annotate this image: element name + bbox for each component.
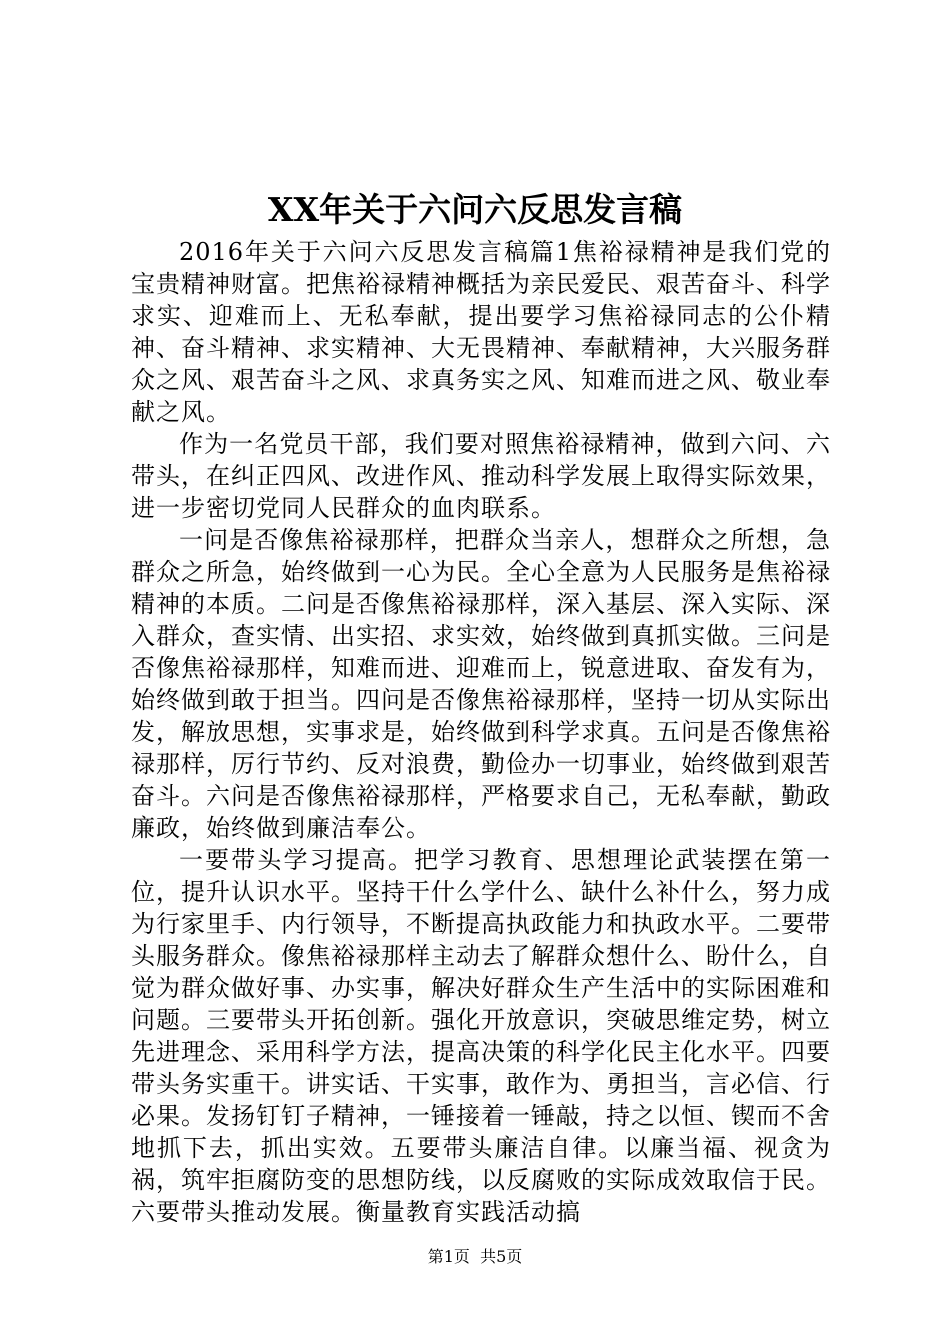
document-body	[131, 236, 831, 1228]
paragraph-3: 一问是否像焦裕禄那样，把群众当亲人，想群众之所想，急群众之所急，始终做到一心为民。全心全意为人民服务是焦裕禄精神的本质。二问是否像焦裕禄那样，深入基层、深入实际、深入群众，查实情、出实招、求实效，始终做到真抓实做。三问是否像焦裕禄那样，知难而进、迎难而上，锐意进取、奋发有为，始终做到敢于担当。四问是否像焦裕禄那样，坚持一切从实际出发，解放思想，实事求是，始终做到科学求真。五问是否像焦裕禄那样，厉行节约、反对浪费，勤俭办一切事业，始终做到艰苦奋斗。六问是否像焦裕禄那样，严格要求自己，无私奉献，勤政廉政，始终做到廉洁奉公。	[131, 526, 831, 842]
paragraph-4: 一要带头学习提高。把学习教育、思想理论武装摆在第一位，提升认识水平。坚持干什么学什么、缺什么补什么，努力成为行家里手、内行领导，不断提高执政能力和执政水平。二要带头服务群众。像焦裕禄那样主动去了解群众想什么、盼什么，自觉为群众做好事、办实事，解决好群众生产生活中的实际困难和问题。三要带头开拓创新。强化开放意识，突破思维定势，树立先进理念、采用科学方法，提高决策的科学化民主化水平。四要带头务实重干。讲实话、干实事，敢作为、勇担当，言必信、行必果。发扬钉钉子精神，一锤接着一锤敲，持之以恒、锲而不舍地抓下去，抓出实效。五要带头廉洁自律。以廉当福、视贪为祸，筑牢拒腐防变的思想防线，以反腐败的实际成效取信于民。六要带头推动发展。衡量教育实践活动搞	[131, 846, 831, 1226]
document-title: XX年关于六问六反思发言稿	[267, 190, 683, 229]
footer-gap	[470, 1247, 480, 1266]
page-footer	[0, 1246, 950, 1268]
page-total: 共5页	[480, 1247, 523, 1266]
paragraph-1: 2016年关于六问六反思发言稿篇1焦裕禄精神是我们党的宝贵精神财富。把焦裕禄精神概括为亲民爱民、艰苦奋斗、科学求实、迎难而上、无私奉献，提出要学习焦裕禄同志的公仆精神、奋斗精神、求实精神、大无畏精神、奉献精神，大兴服务群众之风、艰苦奋斗之风、求真务实之风、知难而进之风、敬业奉献之风。	[131, 238, 831, 426]
paragraph-2: 作为一名党员干部，我们要对照焦裕禄精神，做到六问、六带头，在纠正四风、改进作风、推动科学发展上取得实际效果，进一步密切党同人民群众的血肉联系。	[131, 430, 831, 522]
page-number: 第1页	[427, 1247, 470, 1266]
